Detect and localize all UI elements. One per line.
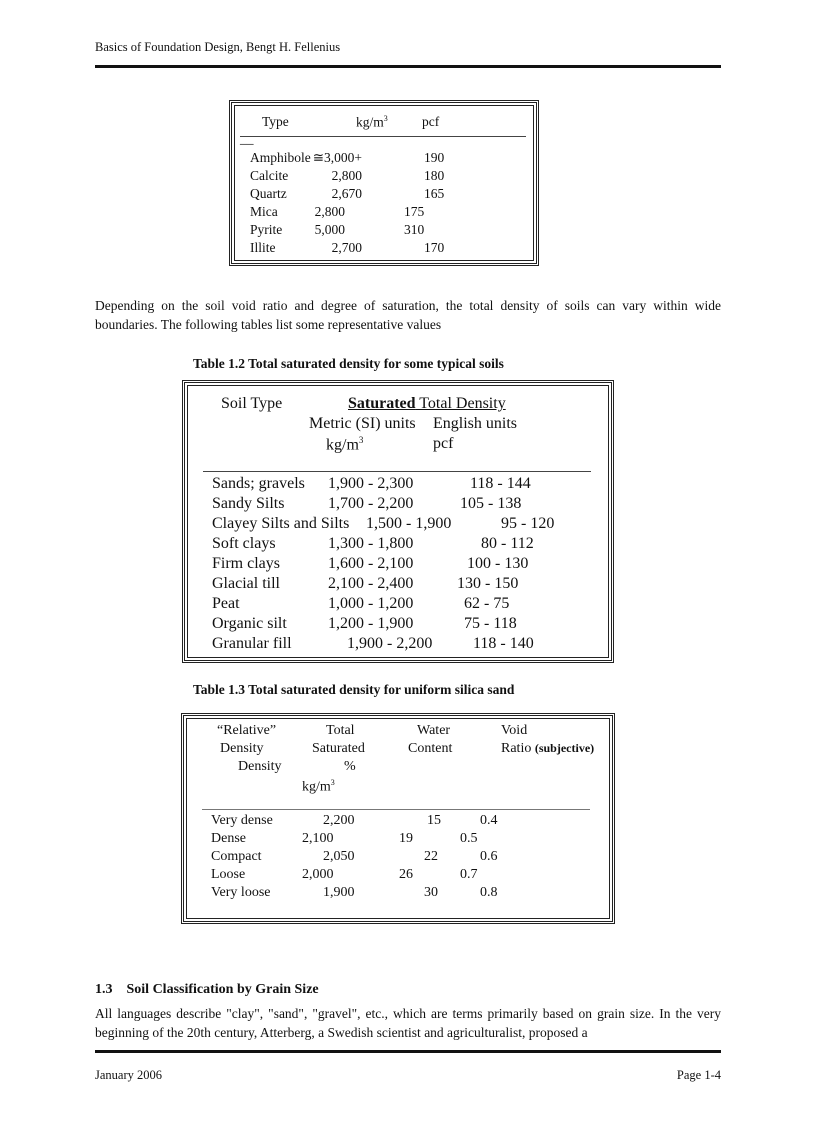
t3-header-relative: “Relative” (217, 723, 277, 738)
t3-row-total: 2,050 (323, 849, 355, 864)
t2-row-soil: Peat (212, 595, 240, 612)
table2-caption: Table 1.2 Total saturated density for some typical soils (193, 356, 504, 371)
t2-row-en: 62 - 75 (464, 595, 510, 612)
header-rule (95, 65, 721, 68)
t2-row-si: 1,300 - 1,800 (328, 535, 414, 552)
t3-row-total: 2,000 (302, 867, 334, 882)
t3-row-total: 2,100 (302, 831, 334, 846)
t3-header-ratio: Ratio (subjective) (501, 741, 595, 756)
t2-row-en: 105 - 138 (460, 495, 522, 512)
t3-row-relative: Very dense (211, 813, 273, 828)
t1-row-si: 2,700 (331, 240, 362, 255)
t1-row-si: 2,800 (331, 168, 362, 183)
footer-date: January 2006 (95, 1068, 162, 1082)
t3-header-density-2: Density (238, 759, 282, 774)
t2-row-soil: Organic silt (212, 615, 287, 632)
t1-row-en: 165 (424, 186, 445, 201)
t2-header-english: English units (433, 415, 518, 432)
section-number: 1.3 (95, 982, 113, 997)
t2-row-si: 1,900 - 2,200 (347, 635, 433, 652)
t1-dash: __ (240, 131, 254, 146)
t3-row-water: 15 (427, 813, 441, 828)
running-header: Basics of Foundation Design, Bengt H. Fellenius (95, 40, 341, 54)
t3-header-saturated: Saturated (312, 741, 365, 756)
t2-row-en: 95 - 120 (501, 515, 555, 532)
t2-header-metric: Metric (SI) units (309, 415, 416, 432)
t1-row-en: 170 (424, 240, 445, 255)
t3-row-void: 0.8 (480, 885, 498, 900)
t2-header-total-density: Saturated Total Density (348, 395, 506, 412)
t1-row-si: 5,000 (314, 222, 345, 237)
t1-row-si: ≅3,000+ (312, 150, 362, 165)
t2-row-si: 1,900 - 2,300 (328, 475, 414, 492)
paragraph-grain-size: All languages describe "clay", "sand", "gravel", etc., which are terms primarily based on grain size. In the very beginning of the 20th century, Atterberg, a Swedish scientist and agriculturalist, proposed a (95, 1006, 721, 1040)
t3-header-total: Total (326, 723, 355, 738)
footer-page: Page 1-4 (676, 1068, 721, 1082)
t2-row-si: 1,500 - 1,900 (366, 515, 452, 532)
saturated-density-table (182, 380, 614, 663)
t2-row-si: 2,100 - 2,400 (328, 575, 414, 592)
t1-header-type: Type (262, 114, 289, 129)
t2-header-soil-type: Soil Type (221, 395, 283, 412)
section-title: Soil Classification by Grain Size (126, 982, 319, 997)
t3-header-water: Water (417, 723, 451, 738)
t3-header-content: Content (408, 741, 453, 756)
t2-row-soil: Clayey Silts and Silts (212, 515, 350, 532)
t3-row-void: 0.5 (460, 831, 478, 846)
t1-row-type: Quartz (250, 186, 287, 201)
paragraph-density-intro: Depending on the soil void ratio and degree of saturation, the total density of soils can vary within wide boundaries. The following tables list some representative values (95, 298, 721, 332)
t1-row-en: 310 (404, 222, 425, 237)
t2-row-soil: Soft clays (212, 535, 276, 552)
t1-header-en: pcf (422, 114, 440, 129)
t2-row-soil: Sandy Silts (212, 495, 285, 512)
t3-header-unit: $kg/m^3$ (302, 778, 335, 795)
t2-row-soil: Granular fill (212, 635, 292, 652)
t3-row-water: 22 (424, 849, 438, 864)
t3-row-void: 0.6 (480, 849, 498, 864)
t3-row-relative: Dense (211, 831, 246, 846)
t2-row-si: 1,000 - 1,200 (328, 595, 414, 612)
t3-row-void: 0.7 (460, 867, 478, 882)
t1-row-type: Amphibole (250, 150, 311, 165)
t3-header-rule (202, 809, 590, 810)
t3-header-percent: % (344, 759, 356, 774)
t2-row-en: 75 - 118 (464, 615, 517, 632)
t3-row-relative: Loose (211, 867, 246, 882)
mineral-density-table (229, 100, 539, 266)
t1-row-type: Mica (250, 204, 278, 219)
t2-row-en: 80 - 112 (481, 535, 534, 552)
t2-row-soil: Sands; gravels (212, 475, 305, 492)
silica-sand-density-table (181, 713, 615, 924)
t3-header-density-1: Density (220, 741, 264, 756)
t2-row-si: 1,700 - 2,200 (328, 495, 414, 512)
t1-row-type: Illite (250, 240, 276, 255)
t2-row-soil: Firm clays (212, 555, 280, 572)
t2-row-soil: Glacial till (212, 575, 280, 592)
t2-row-si: 1,200 - 1,900 (328, 615, 414, 632)
t1-row-si: 2,670 (331, 186, 362, 201)
t2-row-en: 118 - 144 (470, 475, 531, 492)
t1-row-en: 190 (424, 150, 445, 165)
t3-row-relative: Compact (211, 849, 262, 864)
t3-row-total: 1,900 (323, 885, 355, 900)
t3-row-water: 19 (399, 831, 413, 846)
t1-row-si: 2,800 (314, 204, 345, 219)
t1-row-en: 175 (404, 204, 425, 219)
t2-row-si: 1,600 - 2,100 (328, 555, 414, 572)
t3-row-water: 26 (399, 867, 413, 882)
t3-row-void: 0.4 (480, 813, 498, 828)
t2-row-en: 100 - 130 (467, 555, 529, 572)
t2-header-unit-en: pcf (433, 435, 454, 452)
section-heading (95, 982, 319, 998)
t2-row-en: 118 - 140 (473, 635, 534, 652)
t1-header-rule (240, 136, 526, 137)
t3-row-relative: Very loose (211, 885, 271, 900)
t2-row-en: 130 - 150 (457, 575, 519, 592)
t3-row-water: 30 (424, 885, 438, 900)
t1-header-si: $kg/m^3$ (356, 114, 388, 130)
footer-rule (95, 1050, 721, 1053)
t1-row-en: 180 (424, 168, 445, 183)
t3-row-total: 2,200 (323, 813, 355, 828)
t3-header-void: Void (501, 723, 528, 738)
t1-row-type: Pyrite (250, 222, 283, 237)
t2-header-unit-si: $kg/m^3$ (326, 435, 364, 454)
t1-row-type: Calcite (250, 168, 289, 183)
table3-caption: Table 1.3 Total saturated density for uniform silica sand (193, 682, 515, 697)
t2-header-rule (203, 471, 591, 472)
